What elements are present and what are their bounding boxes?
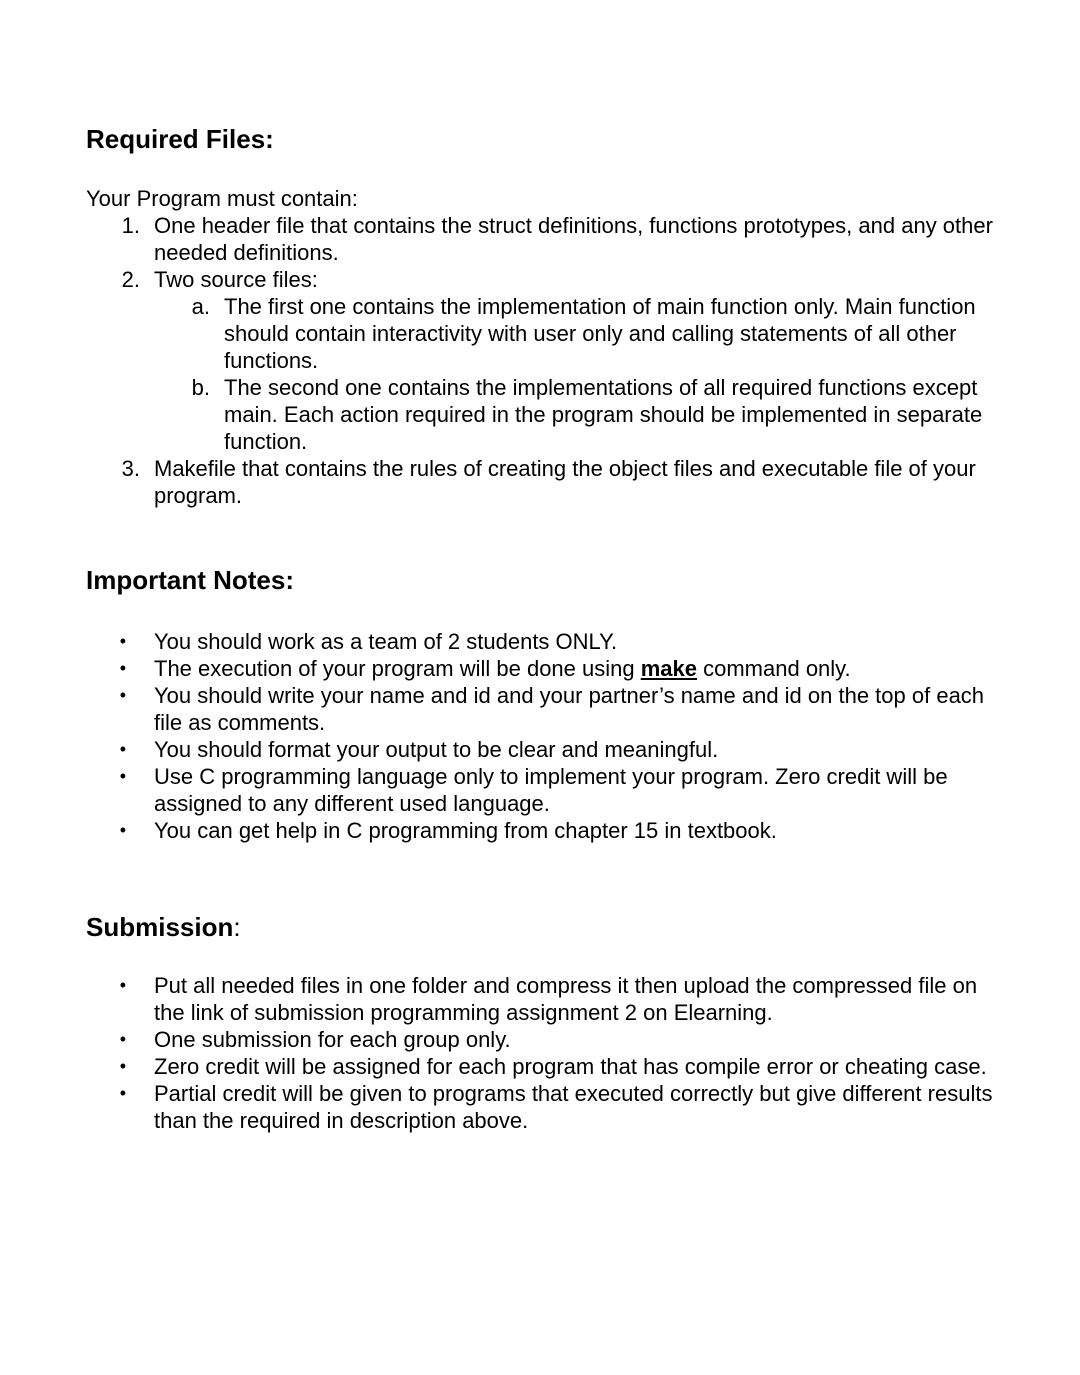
bullet-item [86, 628, 996, 655]
bullet-marker: • [119, 1056, 126, 1076]
required-files-intro: Your Program must contain: [86, 186, 358, 211]
bullet-item [86, 1026, 996, 1053]
sub-list-item-text: The first one contains the implementation of main function only. Main function should contain interactivity with user only and calling statements of all other functions. [224, 294, 976, 373]
bullet-item-text [154, 655, 996, 682]
sub-list-marker: b. [191, 375, 210, 400]
required-files-section [86, 185, 996, 509]
important-notes-section [86, 628, 996, 844]
list-item-text: One header file that contains the struct definitions, functions prototypes, and any other needed definitions. [154, 213, 993, 265]
submission-heading [86, 912, 241, 942]
list-marker: 1. [121, 213, 140, 238]
bullet-marker: • [119, 820, 126, 840]
bullet-item [86, 1053, 996, 1080]
sub-list-marker: a. [191, 294, 210, 319]
bullet-item [86, 1080, 996, 1134]
make-keyword: make [640, 656, 697, 681]
bullet-item [86, 655, 996, 682]
list-item [86, 266, 996, 293]
bullet-item-text: You can get help in C programming from chapter 15 in textbook. [154, 818, 777, 843]
bullet-item-text: You should write your name and id and your partner’s name and id on the top of each file as comments. [154, 683, 985, 735]
required-files-heading: Required Files: [86, 124, 274, 154]
bullet-marker: • [119, 975, 126, 995]
bullet-item-text: Partial credit will be given to programs that executed correctly but give different results than the required in description above. [154, 1081, 993, 1133]
list-marker: 3. [121, 456, 140, 481]
bullet-marker: • [119, 739, 126, 759]
bullet-item-text: Zero credit will be assigned for each program that has compile error or cheating case. [154, 1054, 987, 1079]
important-notes-heading: Important Notes: [86, 565, 294, 595]
list-item-text: Two source files: [154, 267, 318, 292]
submission-heading-text: Submission [86, 912, 234, 942]
text-part: The execution of your program will be done using [154, 656, 641, 681]
list-item [86, 212, 996, 266]
bullet-item [86, 763, 996, 817]
bullet-marker: • [119, 631, 126, 651]
sub-list-item-text: The second one contains the implementations of all required functions except main. Each action required in the program should be implemented in separate function. [224, 375, 983, 454]
sub-list-item [86, 293, 996, 374]
bullet-marker: • [119, 766, 126, 786]
text-part: command only. [697, 656, 851, 681]
bullet-item [86, 972, 996, 1026]
list-marker: 2. [121, 267, 140, 292]
bullet-marker: • [119, 685, 126, 705]
bullet-item [86, 682, 996, 736]
submission-section [86, 972, 996, 1134]
bullet-item-text: One submission for each group only. [154, 1027, 511, 1052]
list-item [86, 455, 996, 509]
bullet-item [86, 817, 996, 844]
bullet-item-text: You should format your output to be clear and meaningful. [154, 737, 719, 762]
bullet-marker: • [119, 1029, 126, 1049]
sub-list-item [86, 374, 996, 455]
list-item-text: Makefile that contains the rules of creating the object files and executable file of your program. [154, 456, 976, 508]
bullet-item [86, 736, 996, 763]
bullet-item-text: Put all needed files in one folder and compress it then upload the compressed file on the link of submission programming assignment 2 on Elearning. [154, 973, 978, 1025]
bullet-item-text: You should work as a team of 2 students ONLY. [154, 629, 618, 654]
bullet-item-text: Use C programming language only to implement your program. Zero credit will be assigned to any different used language. [154, 764, 948, 816]
bullet-marker: • [119, 658, 126, 678]
bullet-marker: • [119, 1083, 126, 1103]
submission-heading-suffix: : [233, 912, 241, 942]
